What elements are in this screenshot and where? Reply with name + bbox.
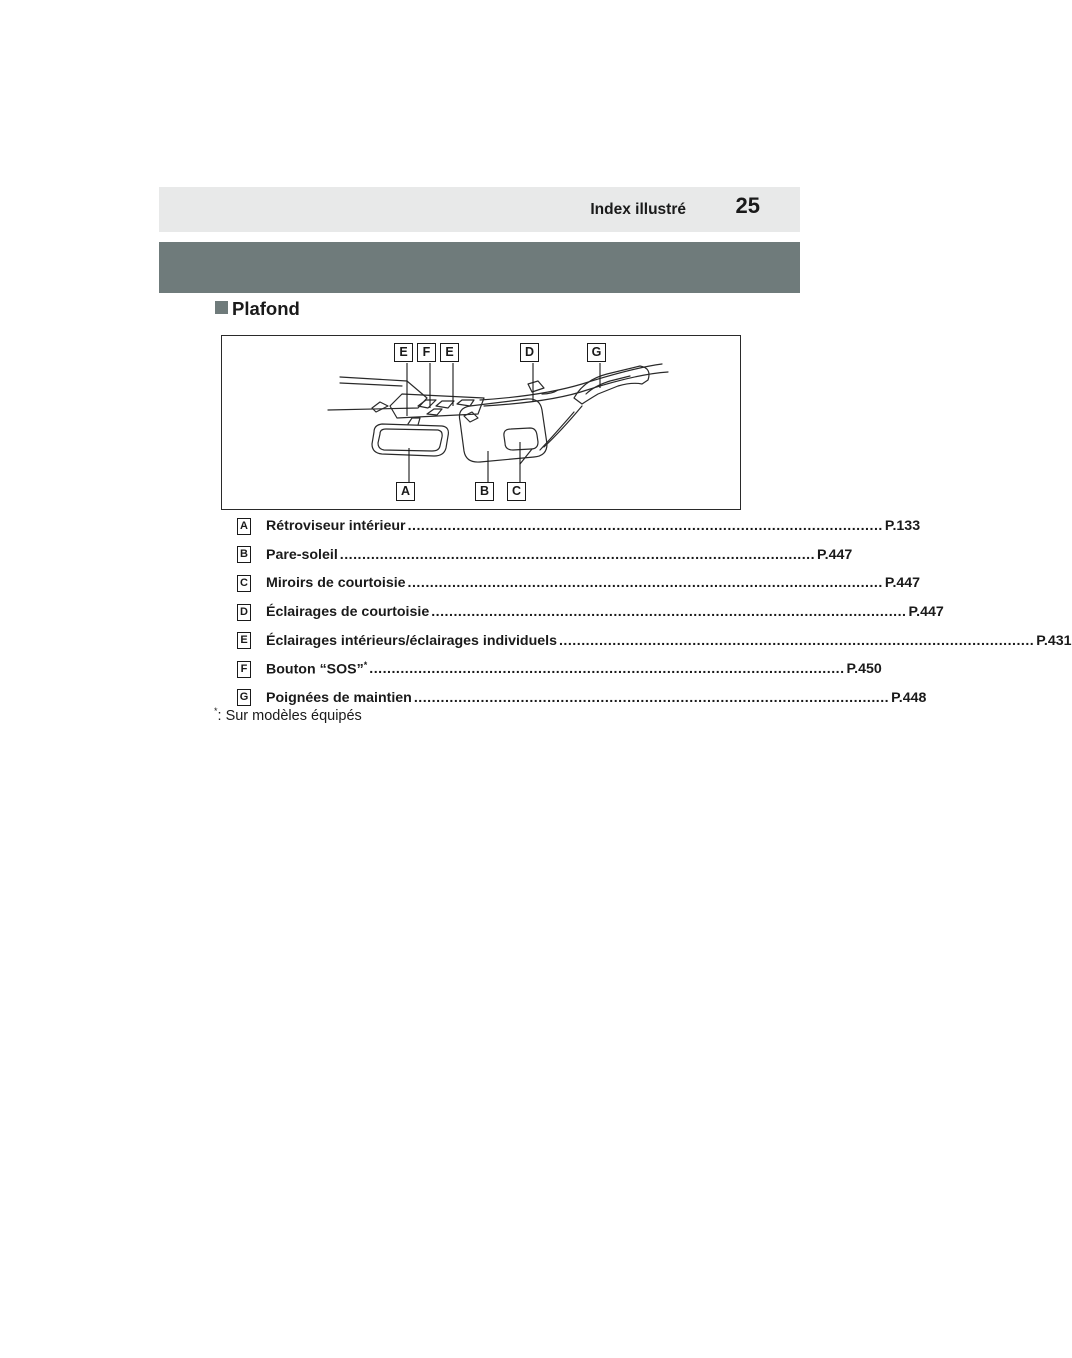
callout-e-left: E [394, 343, 413, 362]
legend-row-f [237, 655, 882, 684]
dot-leader: ........................................................................................................... [339, 546, 816, 563]
subsection-title: Plafond [232, 298, 300, 319]
legend-label: Miroirs de courtoisie [266, 575, 406, 592]
dot-leader: ........................................................................................................... [558, 632, 1035, 649]
legend-key: B [237, 546, 251, 563]
legend-key: D [237, 604, 251, 621]
callout-a: A [396, 482, 415, 501]
footnote-text: : Sur modèles équipés [217, 707, 362, 724]
page-reference-link[interactable]: P.133 [884, 518, 921, 535]
legend-row-c [237, 569, 921, 598]
page-reference-link[interactable]: P.431 [1036, 632, 1072, 649]
legend-label-text: Bouton “SOS” [266, 662, 364, 679]
legend-row-e [237, 626, 1072, 655]
chapter-band [159, 242, 800, 293]
dot-leader: ........................................................................................................... [369, 661, 845, 678]
page-reference-link[interactable]: P.447 [884, 575, 921, 592]
legend-key: A [237, 518, 251, 535]
legend-label: Pare-soleil [266, 546, 338, 563]
legend-label: Éclairages de courtoisie [266, 604, 430, 621]
footnote-mark: * [363, 660, 368, 671]
legend-label [266, 660, 367, 678]
legend-key: E [237, 632, 251, 649]
callout-c: C [507, 482, 526, 501]
dot-leader: ........................................................................................................... [407, 518, 883, 535]
legend-row-a [237, 512, 921, 541]
section-title: Index illustré [590, 201, 686, 218]
page-reference-link[interactable]: P.448 [891, 689, 927, 706]
callout-g: G [587, 343, 606, 362]
legend-key: F [237, 661, 251, 678]
callout-b: B [475, 482, 494, 501]
legend-row-d [237, 598, 944, 627]
page-header [159, 187, 800, 232]
footnote-mark: * [214, 706, 218, 716]
dot-leader: ........................................................................................................... [407, 575, 883, 592]
page-reference-link[interactable]: P.447 [908, 604, 944, 621]
dot-leader: ........................................................................................................... [413, 689, 890, 706]
legend-key: G [237, 689, 251, 706]
legend-label: Éclairages intérieurs/éclairages individuels [266, 632, 557, 649]
callout-e-right: E [440, 343, 459, 362]
dot-leader: ........................................................................................................... [431, 604, 907, 621]
square-bullet-icon [215, 301, 228, 314]
legend-key: C [237, 575, 251, 592]
ceiling-illustration [221, 335, 741, 510]
footnote [214, 706, 362, 724]
callout-f: F [417, 343, 436, 362]
callout-d: D [520, 343, 539, 362]
legend-label: Rétroviseur intérieur [266, 518, 406, 535]
legend-label: Poignées de maintien [266, 689, 412, 706]
subsection-heading [215, 298, 300, 320]
legend-list [237, 512, 1072, 712]
legend-row-b [237, 541, 853, 570]
page-reference-link[interactable]: P.447 [817, 546, 853, 563]
page-number: 25 [735, 193, 760, 218]
page-reference-link[interactable]: P.450 [846, 661, 882, 678]
